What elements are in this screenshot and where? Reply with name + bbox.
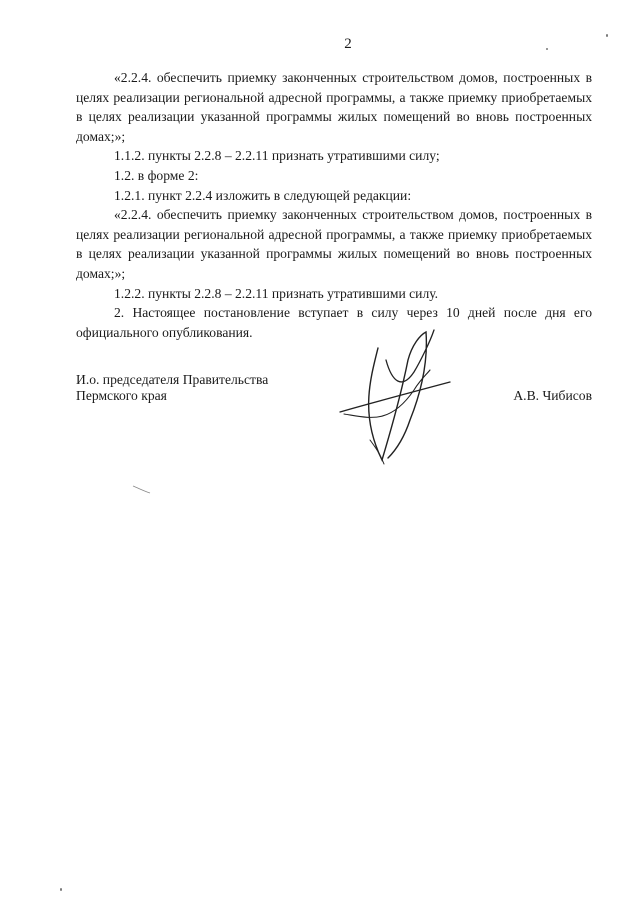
scan-speck (546, 48, 548, 50)
paragraph-4: 1.2.1. пункт 2.2.4 изложить в следующей редакции: (114, 187, 412, 203)
paragraph-7: 2. Настоящее постановление вступает в силу через 10 дней после дня его официального опубликования. (76, 305, 592, 340)
page-number: 2 (344, 36, 352, 52)
scan-speck (60, 888, 62, 891)
paragraph-1: «2.2.4. обеспечить приемку законченных строительством домов, построенных в целях реализации региональной адресной программы, а также приемку приобретаемых в целях реализации указанной программы жилых помещений во вновь построенных домах;»; (76, 70, 592, 144)
paragraph-6: 1.2.2. пункты 2.2.8 – 2.2.11 признать утратившими силу. (114, 285, 439, 301)
signatory-name: А.В. Чибисов (513, 388, 592, 403)
document-body (76, 68, 592, 342)
scan-mark (132, 484, 152, 494)
signatory-position-line2: Пермского края (76, 387, 167, 403)
paragraph-2: 1.1.2. пункты 2.2.8 – 2.2.11 признать утратившими силу; (114, 148, 440, 164)
paragraph-3: 1.2. в форме 2: (114, 167, 199, 183)
scan-speck (606, 34, 608, 37)
handwritten-signature (330, 320, 460, 470)
paragraph-5: «2.2.4. обеспечить приемку законченных строительством домов, построенных в целях реализации региональной адресной программы, а также приемку приобретаемых в целях реализации указанной программы жилых помещений во вновь построенных домах;»; (76, 207, 592, 281)
signatory-position (76, 372, 268, 403)
signatory-position-line1: И.о. председателя Правительства (76, 372, 269, 387)
